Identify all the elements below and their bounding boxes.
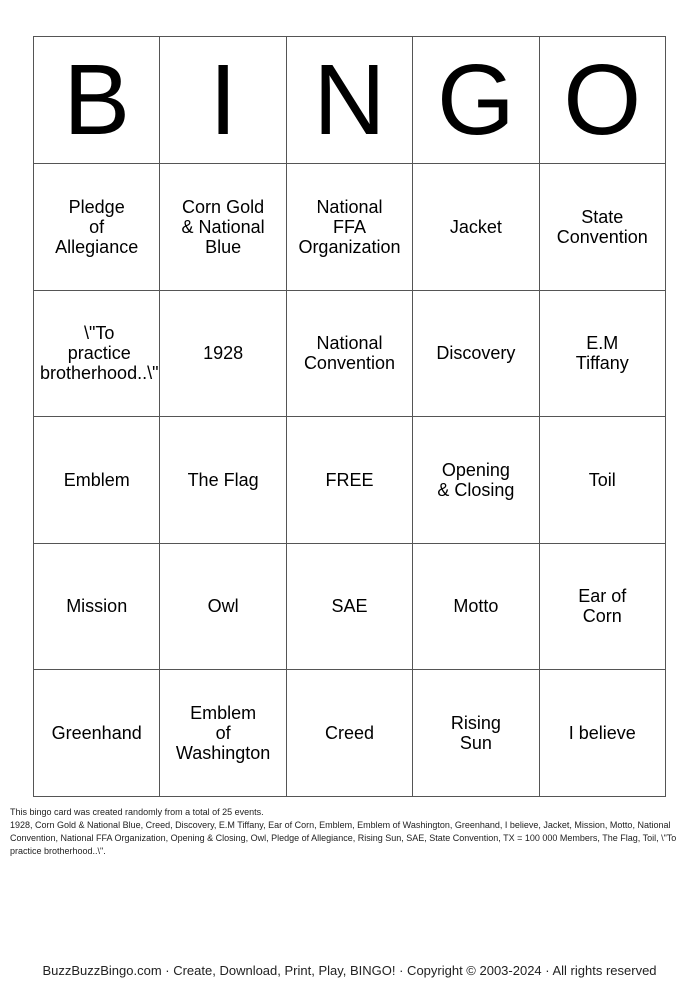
card-description — [10, 806, 690, 858]
header-letter-i: I — [160, 37, 286, 164]
bingo-cell-text: FREE — [325, 469, 374, 490]
bingo-cell — [413, 164, 539, 291]
bingo-cell — [539, 417, 665, 544]
header-letter-n: N — [286, 37, 412, 164]
bingo-cell-text: Creed — [324, 722, 374, 743]
card-event-list: 1928, Corn Gold & National Blue, Creed, Discovery, E.M Tiffany, Ear of Corn, Emblem, Emblem of Washington, Greenhand, I believe, Jacket, Mission, Motto, National Convention, National FFA Organization, Opening & Closing, Owl, Pledge of Allegiance, Rising Sun, SAE, State Convention, TX = 100 000 Members, The Flag, Toil, \"To practice brotherhood..\". — [10, 820, 677, 856]
bingo-cell — [286, 670, 412, 797]
bingo-cell — [160, 417, 286, 544]
page-footer: BuzzBuzzBingo.com · Create, Download, Print, Play, BINGO! · Copyright © 2003-2024 · All rights reserved — [42, 963, 657, 978]
bingo-cell-text: Corn Gold & National Blue — [181, 196, 265, 257]
bingo-cell — [413, 670, 539, 797]
bingo-cell — [160, 290, 286, 417]
bingo-cell — [286, 290, 412, 417]
bingo-cell — [34, 164, 160, 291]
bingo-cell-text: 1928 — [203, 343, 244, 364]
header-letter-o: O — [539, 37, 665, 164]
bingo-cell — [286, 164, 412, 291]
free-space-cell — [286, 417, 412, 544]
bingo-cell-text: Pledge of Allegiance — [55, 196, 139, 257]
bingo-cell-text: Greenhand — [51, 722, 142, 743]
bingo-cell-text: \"To practice brotherhood..\" — [40, 323, 159, 384]
bingo-cell — [539, 670, 665, 797]
bingo-cell — [539, 290, 665, 417]
bingo-cell-text: Owl — [207, 596, 239, 617]
bingo-cell — [34, 670, 160, 797]
bingo-cell — [34, 543, 160, 670]
bingo-cell-text: The Flag — [187, 469, 259, 490]
bingo-cell-text: SAE — [331, 596, 368, 617]
bingo-cell — [539, 543, 665, 670]
bingo-cell-text: Emblem of Washington — [175, 702, 271, 763]
bingo-cell-text: Jacket — [449, 216, 502, 237]
bingo-cell-text: I believe — [568, 722, 636, 743]
bingo-row — [34, 670, 666, 797]
bingo-cell-text: Discovery — [436, 343, 516, 364]
bingo-cell-text: National Convention — [303, 333, 396, 374]
bingo-cell-text: Opening & Closing — [437, 459, 515, 500]
header-letter-g: G — [413, 37, 539, 164]
bingo-cell — [160, 670, 286, 797]
bingo-row — [34, 543, 666, 670]
bingo-cell — [413, 417, 539, 544]
bingo-cell-text: Mission — [66, 596, 128, 617]
bingo-header-row — [34, 37, 666, 164]
bingo-cell-text: Emblem — [63, 469, 130, 490]
bingo-row — [34, 417, 666, 544]
bingo-cell-text: E.M Tiffany — [575, 333, 629, 374]
bingo-card — [33, 36, 666, 797]
bingo-cell — [160, 164, 286, 291]
bingo-cell — [160, 543, 286, 670]
card-description-intro: This bingo card was created randomly from a total of 25 events. — [10, 807, 264, 817]
bingo-cell — [413, 290, 539, 417]
bingo-cell-text: State Convention — [556, 206, 648, 247]
bingo-cell — [413, 543, 539, 670]
bingo-cell — [34, 290, 160, 417]
bingo-row — [34, 290, 666, 417]
bingo-cell-text: National FFA Organization — [298, 196, 401, 257]
bingo-cell-text: Ear of Corn — [578, 586, 627, 627]
bingo-cell — [34, 417, 160, 544]
bingo-cell — [286, 543, 412, 670]
header-letter-b: B — [34, 37, 160, 164]
bingo-row — [34, 164, 666, 291]
bingo-cell-text: Toil — [588, 469, 616, 490]
bingo-cell-text: Motto — [453, 596, 499, 617]
bingo-cell-text: Rising Sun — [450, 712, 501, 753]
bingo-cell — [539, 164, 665, 291]
